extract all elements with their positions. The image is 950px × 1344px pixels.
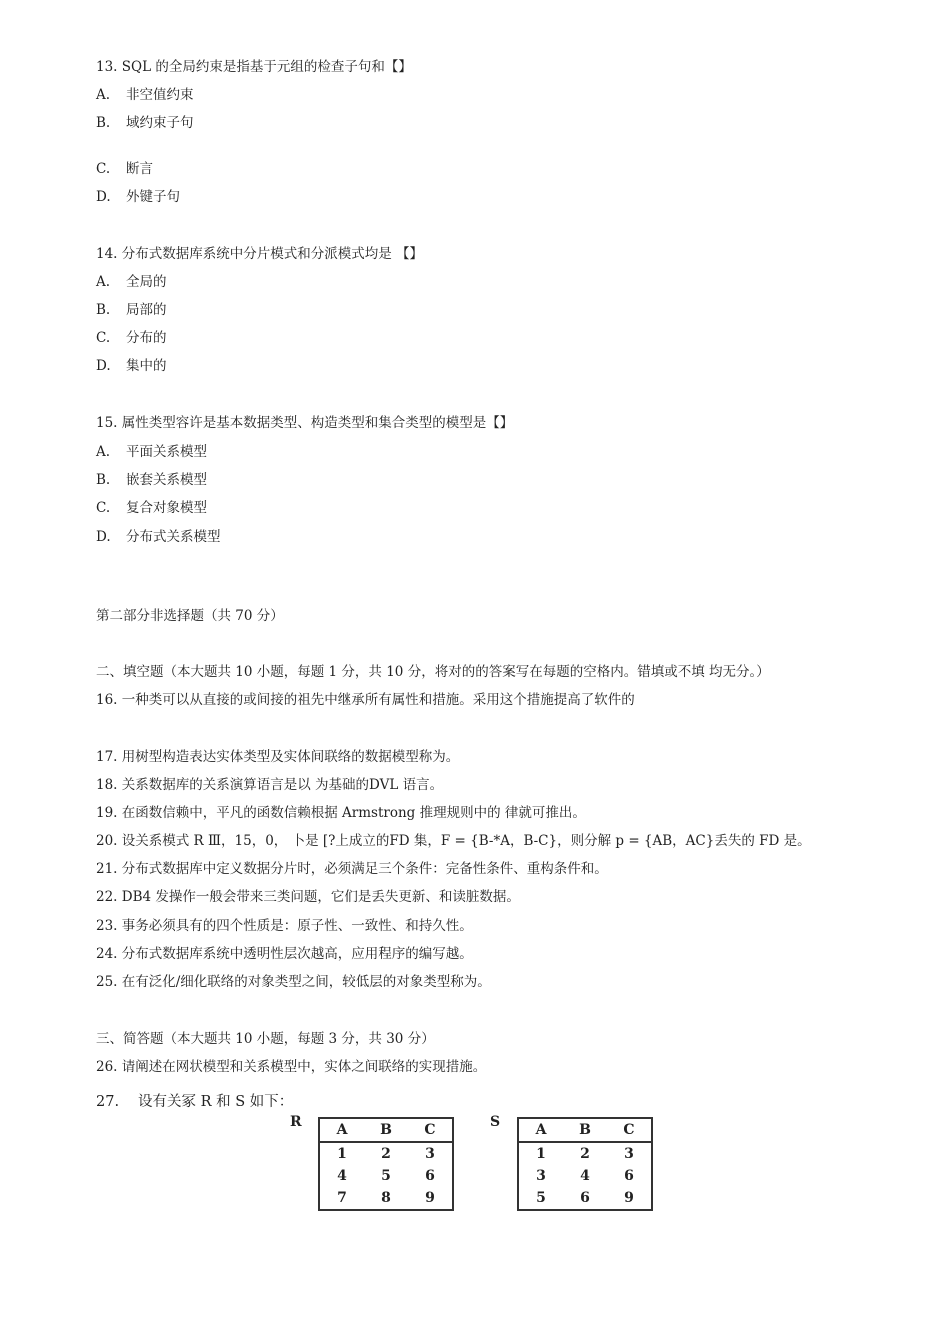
relation-s-cell: 3 xyxy=(536,1168,546,1184)
q19-text: 19. 在函数信赖中，平凡的函数信赖根据 Armstrong 推理规则中的 律就可推出。 xyxy=(96,805,586,821)
relation-s-label: S xyxy=(490,1114,501,1130)
q25-text: 25. 在有泛化/细化联络的对象类型之间，较低层的对象类型称为。 xyxy=(96,974,491,990)
relation-s-cell: 2 xyxy=(580,1146,590,1162)
relation-r-cell: 7 xyxy=(337,1190,347,1206)
relation-r-header: C xyxy=(408,1118,453,1142)
q22-text: 22. DB4 发操作一般会带来三类问题，它们是丢失更新、和读脏数据。 xyxy=(96,889,520,905)
relation-s-header: B xyxy=(563,1118,607,1142)
q15-option-c: C. 复合对象模型 xyxy=(96,500,207,516)
q13-stem: 13. SQL 的全局约束是指基于元组的检查子句和【】 xyxy=(96,59,412,75)
relation-s-header: A xyxy=(518,1118,563,1142)
short-section-heading: 三、简答题（本大题共 10 小题，每题 3 分，共 30 分） xyxy=(96,1031,435,1047)
relation-r-cell: 1 xyxy=(337,1146,347,1162)
q24-text: 24. 分布式数据库系统中透明性层次越高，应用程序的编写越。 xyxy=(96,946,473,962)
part2-title: 第二部分非选择题（共 70 分） xyxy=(96,608,284,624)
q15-stem: 15. 属性类型容许是基本数据类型、构造类型和集合类型的模型是【】 xyxy=(96,415,514,431)
q13-option-d: D. 外键子句 xyxy=(96,189,180,205)
q13-option-a: A. 非空值约束 xyxy=(96,87,194,103)
q15-option-d: D. 分布式关系模型 xyxy=(96,529,221,545)
relation-r-cell: 5 xyxy=(381,1168,391,1184)
relation-r-cell: 6 xyxy=(425,1168,435,1184)
q20-text: 20. 设关系模式 R Ⅲ，15，0， 卜是 [?上成立的FD 集，F = {B-*A，B-C}，则分解 p = {AB，AC}丢失的 FD 是。 xyxy=(96,833,811,849)
q15-option-a: A. 平面关系模型 xyxy=(96,444,207,460)
q27-text: 27. 设有关冢 R 和 S 如下： xyxy=(96,1094,294,1110)
relation-r-table xyxy=(318,1117,454,1211)
relation-s-cell: 6 xyxy=(580,1190,590,1206)
q13-option-b: B. 域约束子句 xyxy=(96,115,194,131)
q18-text: 18. 关系数据库的关系演算语言是以 为基础的DVL 语言。 xyxy=(96,777,444,793)
table-row xyxy=(518,1187,652,1210)
q26-text: 26. 请阐述在网状模型和关系模型中，实体之间联络的实现措施。 xyxy=(96,1059,487,1075)
table-row xyxy=(518,1165,652,1187)
q21-text: 21. 分布式数据库中定义数据分片时，必须满足三个条件：完备性条件、重构条件和。 xyxy=(96,861,608,877)
q14-stem: 14. 分布式数据库系统中分片模式和分派模式均是 【】 xyxy=(96,246,424,262)
relation-s-cell: 3 xyxy=(624,1146,634,1162)
q14-option-d: D. 集中的 xyxy=(96,358,167,374)
relation-r-cell: 8 xyxy=(381,1190,391,1206)
relation-r-cell: 4 xyxy=(337,1168,347,1184)
q13-option-c: C. 断言 xyxy=(96,161,153,177)
q14-option-c: C. 分布的 xyxy=(96,330,167,346)
relation-s-cell: 1 xyxy=(536,1146,546,1162)
table-row xyxy=(319,1187,453,1210)
relation-r-header: B xyxy=(364,1118,408,1142)
q17-text: 17. 用树型构造表达实体类型及实体间联络的数据模型称为。 xyxy=(96,749,460,765)
relation-s-header: C xyxy=(607,1118,652,1142)
table-row xyxy=(319,1165,453,1187)
relation-r-cell: 9 xyxy=(425,1190,435,1206)
relation-r-label: R xyxy=(290,1114,302,1130)
table-row xyxy=(319,1142,453,1165)
relation-s-cell: 6 xyxy=(624,1168,634,1184)
q16-text: 16. 一种类可以从直接的或间接的祖先中继承所有属性和措施。采用这个措施提高了软件的 xyxy=(96,692,635,708)
relation-r-cell: 3 xyxy=(425,1146,435,1162)
relation-r-header: A xyxy=(319,1118,364,1142)
relation-r-cell: 2 xyxy=(381,1146,391,1162)
fill-section-heading: 二、填空题（本大题共 10 小题，每题 1 分，共 10 分，将对的的答案写在每题的空格内。错填或不填 均无分。） xyxy=(96,664,770,680)
relation-s-cell: 4 xyxy=(580,1168,590,1184)
relation-s-cell: 9 xyxy=(624,1190,634,1206)
relation-s-cell: 5 xyxy=(536,1190,546,1206)
relation-s-table xyxy=(517,1117,653,1211)
q23-text: 23. 事务必须具有的四个性质是：原子性、一致性、和持久性。 xyxy=(96,918,473,934)
table-row xyxy=(518,1142,652,1165)
q14-option-a: A. 全局的 xyxy=(96,274,167,290)
q15-option-b: B. 嵌套关系模型 xyxy=(96,472,207,488)
q14-option-b: B. 局部的 xyxy=(96,302,167,318)
